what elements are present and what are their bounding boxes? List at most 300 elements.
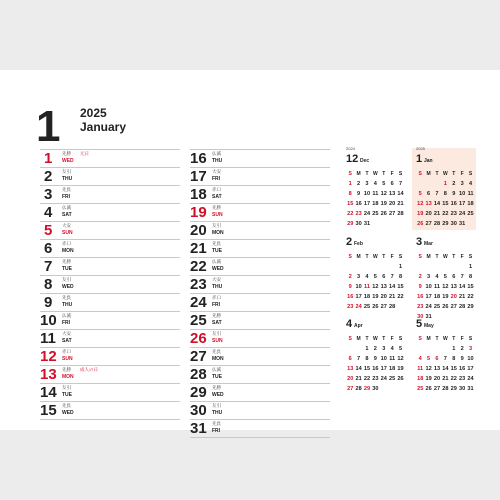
mini-day: 25 <box>372 211 379 217</box>
weekday-label: TUE <box>212 374 222 380</box>
rokuyo-label: 仏滅 <box>212 367 221 372</box>
weekday-letter: T <box>452 336 456 342</box>
mini-day: 19 <box>425 376 432 382</box>
day-number: 14 <box>40 384 57 401</box>
mini-month-name: May <box>424 323 434 329</box>
day-row <box>190 347 330 365</box>
weekday-letter: W <box>373 336 378 342</box>
mini-day: 3 <box>382 346 386 352</box>
holiday-label: 元日 <box>80 151 89 156</box>
weekday-letter: T <box>365 254 369 260</box>
mini-day: 18 <box>417 376 424 382</box>
weekday-letter: M <box>356 336 361 342</box>
mini-day: 5 <box>398 346 403 352</box>
mini-day: 15 <box>467 284 474 290</box>
mini-day: 13 <box>380 284 387 290</box>
weekday-label: WED <box>212 266 224 272</box>
weekday-letter: S <box>348 171 352 177</box>
rokuyo-label: 友引 <box>212 331 221 336</box>
weekday-label: SAT <box>212 194 222 200</box>
weekday-label: WED <box>62 158 74 164</box>
weekday-label: FRI <box>62 320 71 326</box>
rokuyo-label: 仏滅 <box>212 259 221 264</box>
rokuyo-label: 先負 <box>212 421 221 426</box>
weekday-label: TUE <box>62 392 72 398</box>
mini-day: 26 <box>442 304 449 310</box>
mini-day: 28 <box>389 304 396 310</box>
day-row <box>190 239 330 257</box>
mini-day: 30 <box>459 386 466 392</box>
mini-day: 6 <box>452 274 456 280</box>
weekday-letter: W <box>373 171 378 177</box>
mini-day: 23 <box>417 304 424 310</box>
weekday-label: FRI <box>212 176 221 182</box>
day-row <box>190 257 330 275</box>
day-row <box>190 221 330 239</box>
rokuyo-label: 仏滅 <box>62 205 71 210</box>
month-number: 1 <box>36 102 61 151</box>
mini-day: 11 <box>364 284 370 290</box>
weekday-label: TUE <box>212 248 222 254</box>
day-number: 26 <box>190 330 207 347</box>
day-number: 28 <box>190 366 207 383</box>
mini-day: 19 <box>417 211 424 217</box>
mini-day: 26 <box>372 304 379 310</box>
empty-cell <box>450 262 458 272</box>
mini-grid <box>346 334 408 394</box>
day-number: 8 <box>44 276 53 293</box>
day-row <box>40 203 180 221</box>
weekday-letter: S <box>348 254 352 260</box>
mini-day: 27 <box>425 221 432 227</box>
mini-day: 7 <box>435 191 439 197</box>
mini-day: 6 <box>427 191 431 197</box>
mini-day: 13 <box>389 191 396 197</box>
mini-day: 6 <box>382 274 386 280</box>
mini-day: 2 <box>418 274 422 280</box>
mini-day: 4 <box>373 181 377 187</box>
mini-day: 16 <box>459 366 466 372</box>
mini-day: 29 <box>467 304 474 310</box>
weekday-letter: S <box>398 336 403 342</box>
day-row <box>190 383 330 401</box>
mini-day: 9 <box>373 356 377 362</box>
mini-month-number: 1 <box>416 153 423 165</box>
day-number: 13 <box>40 366 57 383</box>
empty-cell <box>416 262 424 272</box>
mini-day: 4 <box>468 181 473 187</box>
mini-day: 3 <box>460 181 464 187</box>
mini-day: 14 <box>433 201 441 207</box>
mini-day: 19 <box>442 294 449 300</box>
weekday-label: THU <box>212 284 223 290</box>
rokuyo-label: 先負 <box>212 349 221 354</box>
mini-day: 10 <box>355 284 362 290</box>
empty-cell <box>346 344 354 354</box>
mini-day: 27 <box>380 304 387 310</box>
rokuyo-label: 先負 <box>62 187 71 192</box>
mini-day: 9 <box>348 284 352 290</box>
mini-year: 2025 <box>416 146 425 151</box>
empty-cell <box>354 262 362 272</box>
mini-day: 5 <box>373 274 377 280</box>
day-row <box>40 257 180 275</box>
day-number: 31 <box>190 420 207 437</box>
rokuyo-label: 先勝 <box>62 151 71 156</box>
mini-day: 10 <box>380 356 387 362</box>
mini-day: 25 <box>363 304 371 310</box>
mini-calendar-feb <box>346 236 408 312</box>
mini-day: 27 <box>450 304 457 310</box>
weekday-letter: M <box>426 254 431 260</box>
mini-day: 24 <box>459 211 466 217</box>
mini-day: 21 <box>397 201 404 207</box>
mini-day: 28 <box>442 386 449 392</box>
mini-day: 23 <box>347 304 354 310</box>
mini-day: 25 <box>467 211 474 217</box>
rokuyo-label: 先勝 <box>62 367 71 372</box>
mini-day: 2 <box>373 346 377 352</box>
day-number: 11 <box>40 330 56 347</box>
mini-day: 3 <box>427 274 431 280</box>
rokuyo-label: 先勝 <box>212 205 221 210</box>
day-row <box>190 419 330 437</box>
mini-day: 1 <box>365 346 369 352</box>
mini-day: 12 <box>425 366 432 372</box>
weekday-letter: S <box>398 254 403 260</box>
mini-day: 22 <box>450 376 457 382</box>
day-row <box>40 275 180 293</box>
day-number: 27 <box>190 348 207 365</box>
mini-day: 25 <box>417 386 424 392</box>
empty-cell <box>424 179 432 189</box>
day-number: 21 <box>190 240 207 257</box>
mini-day: 12 <box>417 201 424 207</box>
mini-grid <box>346 169 408 229</box>
day-row <box>190 293 330 311</box>
mini-day: 11 <box>434 284 440 290</box>
day-row <box>190 329 330 347</box>
weekday-label: MON <box>212 230 224 236</box>
mini-day: 17 <box>459 201 466 207</box>
row-divider <box>190 437 330 438</box>
empty-cell <box>346 262 354 272</box>
mini-day: 13 <box>450 284 457 290</box>
mini-day: 18 <box>363 294 371 300</box>
mini-day: 1 <box>443 181 447 187</box>
mini-day: 17 <box>355 294 362 300</box>
weekday-label: WED <box>62 410 74 416</box>
mini-grid <box>416 252 478 322</box>
empty-cell <box>416 179 424 189</box>
day-number: 18 <box>190 186 207 203</box>
day-row <box>40 311 180 329</box>
mini-day: 17 <box>363 201 371 207</box>
rokuyo-label: 先勝 <box>212 385 221 390</box>
mini-day: 10 <box>459 191 466 197</box>
day-row <box>190 185 330 203</box>
weekday-label: SUN <box>62 356 73 362</box>
rokuyo-label: 友引 <box>62 169 71 174</box>
mini-day: 8 <box>398 274 403 280</box>
empty-cell <box>424 344 432 354</box>
weekday-letter: M <box>426 171 431 177</box>
empty-cell <box>424 262 432 272</box>
mini-day: 22 <box>467 294 474 300</box>
weekday-label: SAT <box>62 212 72 218</box>
mini-day: 18 <box>433 294 441 300</box>
weekday-letter: F <box>390 254 394 260</box>
mini-day: 5 <box>443 274 447 280</box>
weekday-letter: T <box>435 254 439 260</box>
rokuyo-label: 先負 <box>212 241 221 246</box>
mini-day: 12 <box>397 356 404 362</box>
mini-day: 20 <box>347 376 354 382</box>
rokuyo-label: 先負 <box>62 295 71 300</box>
day-number: 20 <box>190 222 207 239</box>
day-number: 22 <box>190 258 207 275</box>
day-number: 30 <box>190 402 207 419</box>
mini-day: 2 <box>452 181 456 187</box>
mini-day: 30 <box>372 386 379 392</box>
mini-day: 17 <box>380 366 387 372</box>
rokuyo-label: 友引 <box>62 277 71 282</box>
mini-day: 11 <box>372 191 379 197</box>
mini-day: 26 <box>417 221 424 227</box>
day-number: 9 <box>44 294 53 311</box>
rokuyo-label: 友引 <box>212 403 221 408</box>
mini-day: 29 <box>442 221 449 227</box>
mini-day: 25 <box>433 304 441 310</box>
mini-day: 22 <box>442 211 449 217</box>
mini-day: 20 <box>389 201 396 207</box>
mini-day: 16 <box>372 366 379 372</box>
mini-day: 2 <box>348 274 352 280</box>
weekday-letter: T <box>435 336 439 342</box>
day-number: 25 <box>190 312 207 329</box>
mini-day: 5 <box>427 356 431 362</box>
mini-header <box>416 318 478 332</box>
mini-day: 4 <box>365 274 369 280</box>
mini-day: 2 <box>357 181 361 187</box>
mini-day: 24 <box>355 304 362 310</box>
mini-day: 7 <box>398 181 403 187</box>
day-row <box>40 167 180 185</box>
mini-day: 14 <box>459 284 466 290</box>
weekday-label: TUE <box>62 266 72 272</box>
empty-cell <box>441 344 449 354</box>
mini-day: 26 <box>380 211 387 217</box>
weekday-letter: W <box>443 171 448 177</box>
mini-day: 20 <box>380 294 387 300</box>
mini-day: 28 <box>397 211 404 217</box>
rokuyo-label: 大安 <box>62 331 71 336</box>
day-number: 15 <box>40 402 57 419</box>
rokuyo-label: 仏滅 <box>62 313 71 318</box>
mini-day: 16 <box>347 294 354 300</box>
mini-day: 6 <box>435 356 439 362</box>
weekday-letter: T <box>382 171 386 177</box>
day-row <box>40 347 180 365</box>
mini-day: 29 <box>450 386 457 392</box>
mini-grid <box>416 334 478 394</box>
mini-day: 19 <box>380 201 387 207</box>
mini-day: 31 <box>459 221 466 227</box>
weekday-letter: M <box>356 171 361 177</box>
mini-month-name: Mar <box>424 241 433 247</box>
mini-day: 21 <box>442 376 449 382</box>
mini-day: 8 <box>468 274 473 280</box>
mini-day: 14 <box>389 284 396 290</box>
mini-day: 13 <box>347 366 354 372</box>
day-row <box>40 383 180 401</box>
mini-day: 15 <box>363 366 371 372</box>
day-row <box>190 149 330 167</box>
rokuyo-label: 大安 <box>212 169 221 174</box>
weekday-letter: F <box>390 171 394 177</box>
mini-day: 18 <box>467 201 474 207</box>
rokuyo-label: 赤口 <box>62 241 71 246</box>
mini-day: 26 <box>425 386 432 392</box>
mini-day: 23 <box>459 376 466 382</box>
mini-day: 12 <box>380 191 387 197</box>
day-number: 2 <box>44 168 53 185</box>
mini-header <box>346 236 408 250</box>
mini-day: 20 <box>450 294 457 300</box>
mini-day: 10 <box>363 191 371 197</box>
mini-day: 30 <box>450 221 457 227</box>
mini-day: 21 <box>433 211 441 217</box>
empty-cell <box>380 262 388 272</box>
mini-day: 11 <box>389 356 396 362</box>
day-number: 16 <box>190 150 207 167</box>
mini-day: 9 <box>357 191 361 197</box>
mini-day: 15 <box>450 366 457 372</box>
empty-cell <box>441 262 449 272</box>
empty-cell <box>458 262 466 272</box>
weekday-letter: M <box>426 336 431 342</box>
mini-day: 27 <box>433 386 441 392</box>
day-number: 10 <box>40 312 57 329</box>
empty-cell <box>371 262 379 272</box>
empty-cell <box>363 262 371 272</box>
weekday-letter: T <box>452 254 456 260</box>
mini-day: 16 <box>450 201 457 207</box>
weekday-label: FRI <box>212 302 221 308</box>
mini-day: 17 <box>425 294 432 300</box>
day-number: 24 <box>190 294 207 311</box>
mini-grid <box>416 169 478 229</box>
weekday-letter: S <box>418 171 422 177</box>
mini-month-number: 2 <box>346 236 353 248</box>
weekday-letter: F <box>460 254 464 260</box>
day-number: 23 <box>190 276 207 293</box>
mini-day: 14 <box>355 366 362 372</box>
mini-day: 28 <box>355 386 362 392</box>
mini-day: 21 <box>459 294 466 300</box>
weekday-letter: T <box>382 336 386 342</box>
mini-day: 1 <box>468 264 473 270</box>
mini-day: 28 <box>459 304 466 310</box>
mini-day: 19 <box>397 366 404 372</box>
mini-day: 22 <box>397 294 404 300</box>
mini-day: 31 <box>425 314 432 320</box>
day-number: 17 <box>190 168 207 185</box>
mini-day: 15 <box>397 284 404 290</box>
mini-day: 10 <box>425 284 432 290</box>
day-row <box>190 401 330 419</box>
mini-header <box>416 146 478 167</box>
weekday-letter: T <box>435 171 439 177</box>
mini-day: 18 <box>372 201 379 207</box>
mini-day: 3 <box>468 346 473 352</box>
day-row <box>190 365 330 383</box>
mini-month-name: Apr <box>354 323 363 329</box>
mini-year: 2024 <box>346 146 355 151</box>
weekday-label: THU <box>62 176 73 182</box>
mini-day: 25 <box>389 376 396 382</box>
holiday-label: 成人の日 <box>80 367 98 372</box>
mini-month-name: Dec <box>360 158 370 164</box>
day-row <box>190 167 330 185</box>
mini-day: 28 <box>433 221 441 227</box>
row-divider <box>40 419 180 420</box>
weekday-letter: S <box>418 336 422 342</box>
mini-header <box>346 318 408 332</box>
mini-day: 6 <box>390 181 394 187</box>
weekday-label: FRI <box>212 428 221 434</box>
weekday-letter: T <box>382 254 386 260</box>
day-list-left <box>40 149 180 420</box>
weekday-label: SUN <box>212 338 223 344</box>
mini-day: 6 <box>348 356 352 362</box>
mini-day: 29 <box>347 221 354 227</box>
weekday-letter: S <box>468 336 473 342</box>
rokuyo-label: 先勝 <box>62 259 71 264</box>
mini-day: 11 <box>417 366 424 372</box>
mini-day: 26 <box>397 376 404 382</box>
mini-day: 12 <box>372 284 379 290</box>
mini-day: 22 <box>363 376 371 382</box>
year-label: 2025 <box>80 106 107 120</box>
weekday-letter: F <box>390 336 394 342</box>
weekday-label: THU <box>212 410 223 416</box>
mini-day: 5 <box>418 191 422 197</box>
mini-calendar-apr <box>346 318 408 394</box>
weekday-letter: W <box>443 254 448 260</box>
mini-day: 16 <box>417 294 424 300</box>
weekday-label: SUN <box>212 212 223 218</box>
mini-day: 22 <box>347 211 354 217</box>
day-number: 29 <box>190 384 207 401</box>
mini-month-name: Feb <box>354 241 363 247</box>
rokuyo-label: 大安 <box>62 223 71 228</box>
mini-day: 1 <box>452 346 456 352</box>
day-row <box>40 239 180 257</box>
mini-calendar-mar <box>416 236 478 322</box>
mini-day: 27 <box>347 386 354 392</box>
rokuyo-label: 赤口 <box>212 295 221 300</box>
mini-day: 4 <box>418 356 422 362</box>
empty-cell <box>433 262 441 272</box>
weekday-label: SAT <box>62 338 72 344</box>
mini-month-number: 12 <box>346 153 359 165</box>
weekday-letter: W <box>373 254 378 260</box>
mini-day: 2 <box>460 346 464 352</box>
day-row <box>190 203 330 221</box>
mini-day: 5 <box>382 181 386 187</box>
mini-day: 19 <box>372 294 379 300</box>
